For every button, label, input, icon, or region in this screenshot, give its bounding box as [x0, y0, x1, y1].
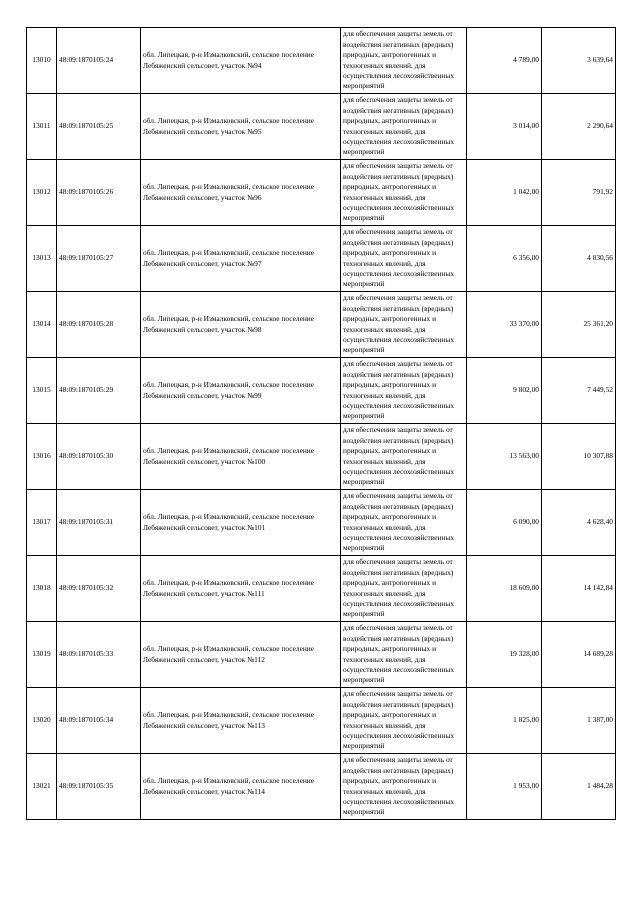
area-cell: 1 042,00	[467, 160, 542, 226]
table-row	[27, 490, 616, 556]
record-number-cell: 13018	[27, 556, 57, 622]
area-cell: 9 802,00	[467, 358, 542, 424]
cadastral-value-cell: 14 689,28	[542, 622, 616, 688]
cadastral-value-cell: 791,92	[542, 160, 616, 226]
area-cell: 18 609,00	[467, 556, 542, 622]
permitted-use-cell: для обеспечения защиты земель от воздействия негативных (вредных) природных, антропогенных и техногенных явлений, для осуществления лесохозяйственных мероприятий	[341, 622, 467, 688]
table-row	[27, 622, 616, 688]
address-cell: обл. Липецкая, р-н Измалковский, сельское поселение Лебяженский сельсовет, участок №114	[141, 754, 341, 820]
cadastral-number-cell: 48:09:1870105:25	[57, 94, 141, 160]
record-number-cell: 13011	[27, 94, 57, 160]
table-row	[27, 160, 616, 226]
area-cell: 19 328,00	[467, 622, 542, 688]
record-number-cell: 13014	[27, 292, 57, 358]
permitted-use-cell: для обеспечения защиты земель от воздействия негативных (вредных) природных, антропогенных и техногенных явлений, для осуществления лесохозяйственных мероприятий	[341, 160, 467, 226]
cadastral-value-cell: 1 387,00	[542, 688, 616, 754]
cadastral-number-cell: 48:09:1870105:33	[57, 622, 141, 688]
permitted-use-cell: для обеспечения защиты земель от воздействия негативных (вредных) природных, антропогенных и техногенных явлений, для осуществления лесохозяйственных мероприятий	[341, 94, 467, 160]
cadastral-number-cell: 48:09:1870105:30	[57, 424, 141, 490]
record-number-cell: 13020	[27, 688, 57, 754]
record-number-cell: 13010	[27, 28, 57, 94]
cadastral-number-cell: 48:09:1870105:27	[57, 226, 141, 292]
record-number-cell: 13021	[27, 754, 57, 820]
land-registry-table	[26, 27, 616, 820]
permitted-use-cell: для обеспечения защиты земель от воздействия негативных (вредных) природных, антропогенных и техногенных явлений, для осуществления лесохозяйственных мероприятий	[341, 490, 467, 556]
cadastral-number-cell: 48:09:1870105:32	[57, 556, 141, 622]
cadastral-value-cell: 4 628,40	[542, 490, 616, 556]
address-cell: обл. Липецкая, р-н Измалковский, сельское поселение Лебяженский сельсовет, участок №94	[141, 28, 341, 94]
record-number-cell: 13016	[27, 424, 57, 490]
address-cell: обл. Липецкая, р-н Измалковский, сельское поселение Лебяженский сельсовет, участок №96	[141, 160, 341, 226]
table-row	[27, 28, 616, 94]
address-cell: обл. Липецкая, р-н Измалковский, сельское поселение Лебяженский сельсовет, участок №98	[141, 292, 341, 358]
address-cell: обл. Липецкая, р-н Измалковский, сельское поселение Лебяженский сельсовет, участок №100	[141, 424, 341, 490]
table-row	[27, 94, 616, 160]
record-number-cell: 13019	[27, 622, 57, 688]
table-row	[27, 226, 616, 292]
cadastral-value-cell: 1 484,28	[542, 754, 616, 820]
permitted-use-cell: для обеспечения защиты земель от воздействия негативных (вредных) природных, антропогенных и техногенных явлений, для осуществления лесохозяйственных мероприятий	[341, 424, 467, 490]
cadastral-number-cell: 48:09:1870105:28	[57, 292, 141, 358]
address-cell: обл. Липецкая, р-н Измалковский, сельское поселение Лебяженский сельсовет, участок №111	[141, 556, 341, 622]
permitted-use-cell: для обеспечения защиты земель от воздействия негативных (вредных) природных, антропогенных и техногенных явлений, для осуществления лесохозяйственных мероприятий	[341, 556, 467, 622]
area-cell: 6 356,00	[467, 226, 542, 292]
permitted-use-cell: для обеспечения защиты земель от воздействия негативных (вредных) природных, антропогенных и техногенных явлений, для осуществления лесохозяйственных мероприятий	[341, 292, 467, 358]
permitted-use-cell: для обеспечения защиты земель от воздействия негативных (вредных) природных, антропогенных и техногенных явлений, для осуществления лесохозяйственных мероприятий	[341, 28, 467, 94]
permitted-use-cell: для обеспечения защиты земель от воздействия негативных (вредных) природных, антропогенных и техногенных явлений, для осуществления лесохозяйственных мероприятий	[341, 226, 467, 292]
cadastral-number-cell: 48:09:1870105:24	[57, 28, 141, 94]
table-row	[27, 556, 616, 622]
table-row	[27, 358, 616, 424]
permitted-use-cell: для обеспечения защиты земель от воздействия негативных (вредных) природных, антропогенных и техногенных явлений, для осуществления лесохозяйственных мероприятий	[341, 754, 467, 820]
cadastral-value-cell: 10 307,88	[542, 424, 616, 490]
record-number-cell: 13015	[27, 358, 57, 424]
address-cell: обл. Липецкая, р-н Измалковский, сельское поселение Лебяженский сельсовет, участок №113	[141, 688, 341, 754]
registry-body	[27, 28, 616, 820]
area-cell: 13 563,00	[467, 424, 542, 490]
address-cell: обл. Липецкая, р-н Измалковский, сельское поселение Лебяженский сельсовет, участок №112	[141, 622, 341, 688]
cadastral-number-cell: 48:09:1870105:29	[57, 358, 141, 424]
address-cell: обл. Липецкая, р-н Измалковский, сельское поселение Лебяженский сельсовет, участок №95	[141, 94, 341, 160]
table-row	[27, 424, 616, 490]
record-number-cell: 13013	[27, 226, 57, 292]
table-row	[27, 688, 616, 754]
cadastral-number-cell: 48:09:1870105:34	[57, 688, 141, 754]
cadastral-value-cell: 4 830,56	[542, 226, 616, 292]
cadastral-number-cell: 48:09:1870105:35	[57, 754, 141, 820]
table-row	[27, 292, 616, 358]
address-cell: обл. Липецкая, р-н Измалковский, сельское поселение Лебяженский сельсовет, участок №97	[141, 226, 341, 292]
address-cell: обл. Липецкая, р-н Измалковский, сельское поселение Лебяженский сельсовет, участок №101	[141, 490, 341, 556]
table-row	[27, 754, 616, 820]
cadastral-value-cell: 2 290,64	[542, 94, 616, 160]
record-number-cell: 13017	[27, 490, 57, 556]
cadastral-number-cell: 48:09:1870105:26	[57, 160, 141, 226]
area-cell: 6 090,00	[467, 490, 542, 556]
area-cell: 1 825,00	[467, 688, 542, 754]
cadastral-value-cell: 14 142,84	[542, 556, 616, 622]
record-number-cell: 13012	[27, 160, 57, 226]
area-cell: 1 953,00	[467, 754, 542, 820]
permitted-use-cell: для обеспечения защиты земель от воздействия негативных (вредных) природных, антропогенных и техногенных явлений, для осуществления лесохозяйственных мероприятий	[341, 358, 467, 424]
cadastral-value-cell: 7 449,52	[542, 358, 616, 424]
permitted-use-cell: для обеспечения защиты земель от воздействия негативных (вредных) природных, антропогенных и техногенных явлений, для осуществления лесохозяйственных мероприятий	[341, 688, 467, 754]
area-cell: 3 014,00	[467, 94, 542, 160]
area-cell: 33 370,00	[467, 292, 542, 358]
area-cell: 4 789,00	[467, 28, 542, 94]
cadastral-number-cell: 48:09:1870105:31	[57, 490, 141, 556]
cadastral-value-cell: 25 361,20	[542, 292, 616, 358]
cadastral-value-cell: 3 639,64	[542, 28, 616, 94]
address-cell: обл. Липецкая, р-н Измалковский, сельское поселение Лебяженский сельсовет, участок №99	[141, 358, 341, 424]
